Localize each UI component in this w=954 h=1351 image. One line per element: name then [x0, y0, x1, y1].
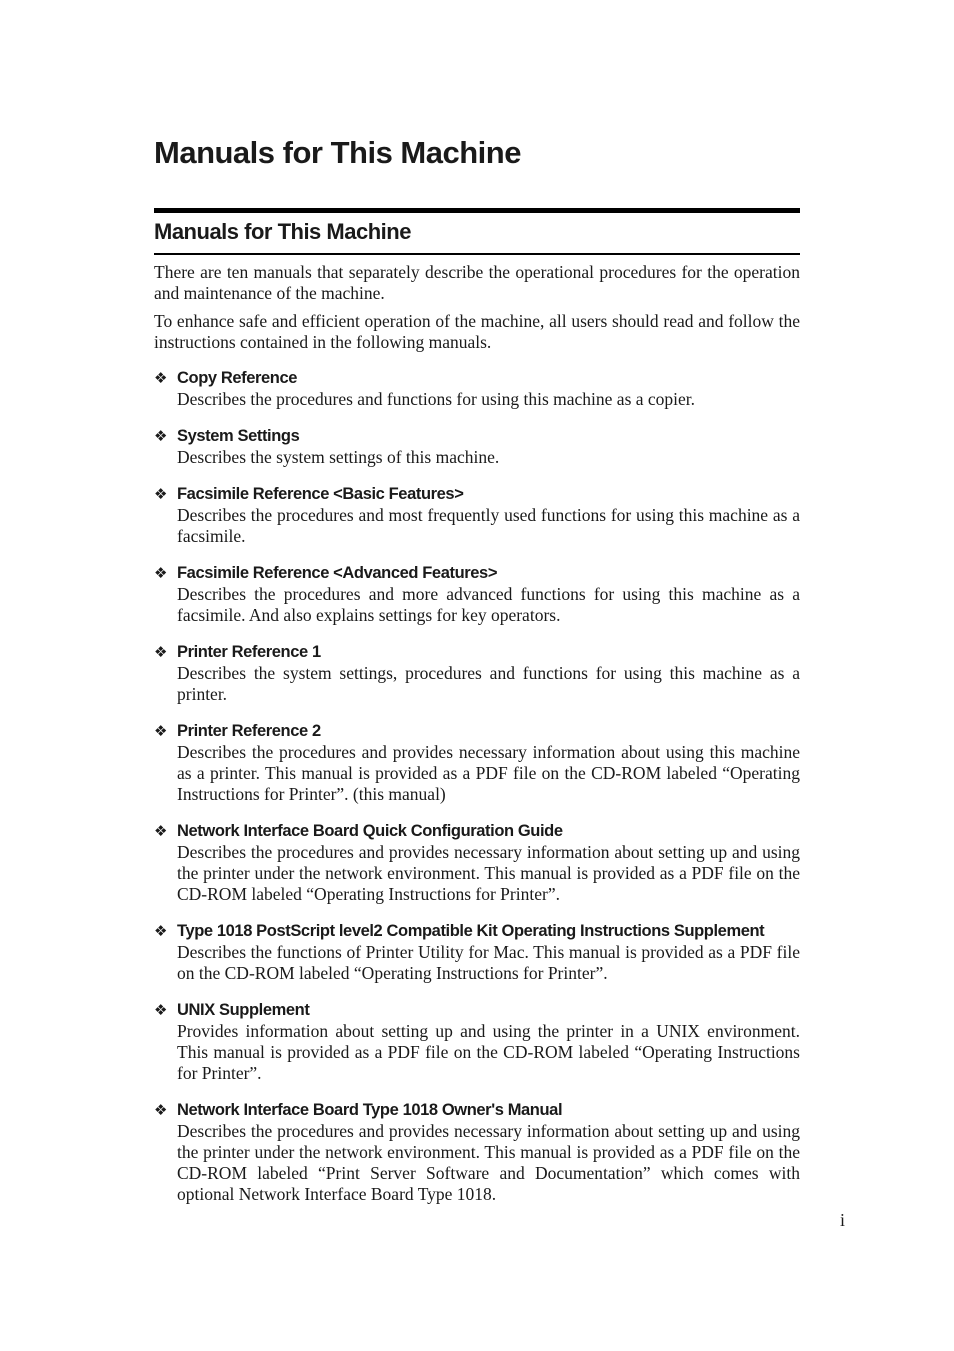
- manual-title: Type 1018 PostScript level2 Compatible Kit Operating Instructions Supplement: [177, 921, 765, 940]
- manual-title-row: [154, 720, 800, 742]
- diamond-bullet-icon: ❖: [154, 484, 168, 503]
- diamond-bullet-icon: ❖: [154, 721, 168, 740]
- manual-title-row: [154, 425, 800, 447]
- manual-title-row: [154, 483, 800, 505]
- manual-title: Network Interface Board Type 1018 Owner's Manual: [177, 1100, 563, 1119]
- diamond-bullet-icon: ❖: [154, 642, 168, 661]
- manual-title-row: [154, 999, 800, 1021]
- manual-title: UNIX Supplement: [177, 1000, 310, 1019]
- manual-title: Printer Reference 1: [177, 642, 321, 661]
- manual-entry-postscript-supplement: [154, 920, 800, 984]
- manual-entry-nib-quick-guide: [154, 820, 800, 905]
- document-body: [154, 262, 800, 1220]
- manual-entry-nib-owners-manual: [154, 1099, 800, 1205]
- diamond-bullet-icon: ❖: [154, 1100, 168, 1119]
- manual-entry-system-settings: [154, 425, 800, 468]
- manual-description: Describes the procedures and provides necessary information about setting up and using the printer under the network environment. This manual is provided as a PDF file on the CD-ROM labeled “Print Server Software and Documentation” which comes with optional Network Interface Board Type 1018.: [177, 1121, 800, 1204]
- manual-description: Describes the functions of Printer Utility for Mac. This manual is provided as a PDF file on the CD-ROM labeled “Operating Instructions for Printer”.: [177, 942, 800, 983]
- manual-description: Describes the system settings, procedures and functions for using this machine as a printer.: [177, 663, 800, 704]
- manual-title: Facsimile Reference <Advanced Features>: [177, 563, 498, 582]
- manual-title-row: [154, 920, 800, 942]
- manual-description: Describes the procedures and functions for using this machine as a copier.: [177, 389, 696, 409]
- manual-entry-facsimile-basic: [154, 483, 800, 547]
- manual-description: Describes the procedures and more advanced functions for using this machine as a facsimile. And also explains settings for key operators.: [177, 584, 800, 625]
- diamond-bullet-icon: ❖: [154, 368, 168, 387]
- manual-title: Printer Reference 2: [177, 721, 321, 740]
- section-title: Manuals for This Machine: [154, 219, 411, 244]
- manual-title-row: [154, 641, 800, 663]
- diamond-bullet-icon: ❖: [154, 821, 168, 840]
- manual-entry-unix-supplement: [154, 999, 800, 1084]
- manual-title: System Settings: [177, 426, 300, 445]
- manual-title-row: [154, 1099, 800, 1121]
- manual-description: Describes the system settings of this machine.: [177, 447, 500, 467]
- manual-description: Provides information about setting up and using the printer in a UNIX environment. This manual is provided as a PDF file on the CD-ROM labeled “Operating Instructions for Printer”.: [177, 1021, 800, 1083]
- manual-title-row: [154, 562, 800, 584]
- intro-paragraph: To enhance safe and efficient operation of the machine, all users should read and follow the instructions contained in the following manuals.: [154, 311, 800, 352]
- diamond-bullet-icon: ❖: [154, 921, 168, 940]
- manual-entry-copy-reference: [154, 367, 800, 410]
- diamond-bullet-icon: ❖: [154, 1000, 168, 1019]
- diamond-bullet-icon: ❖: [154, 563, 168, 582]
- manual-description: Describes the procedures and provides necessary information about using this machine as a printer. This manual is provided as a PDF file on the CD-ROM labeled “Operating Instructions for Printer”. (this manual): [177, 742, 800, 804]
- manual-title-row: [154, 820, 800, 842]
- page-number: i: [840, 1210, 846, 1230]
- manual-title: Copy Reference: [177, 368, 298, 387]
- manual-description: Describes the procedures and provides necessary information about setting up and using the printer under the network environment. This manual is provided as a PDF file on the CD-ROM labeled “Operating Instructions for Printer”.: [177, 842, 800, 904]
- manual-description: Describes the procedures and most frequently used functions for using this machine as a facsimile.: [177, 505, 800, 546]
- manual-title: Facsimile Reference <Basic Features>: [177, 484, 464, 503]
- chapter-title: Manuals for This Machine: [154, 135, 521, 170]
- manual-entry-printer-reference-1: [154, 641, 800, 705]
- heading-rule-thin: [154, 253, 800, 255]
- manual-entry-facsimile-advanced: [154, 562, 800, 626]
- diamond-bullet-icon: ❖: [154, 426, 168, 445]
- heading-rule-thick: [154, 208, 800, 213]
- intro-paragraph: There are ten manuals that separately describe the operational procedures for the operation and maintenance of the machine.: [154, 262, 800, 303]
- manual-title: Network Interface Board Quick Configuration Guide: [177, 821, 563, 840]
- manual-title-row: [154, 367, 800, 389]
- manual-entry-printer-reference-2: [154, 720, 800, 805]
